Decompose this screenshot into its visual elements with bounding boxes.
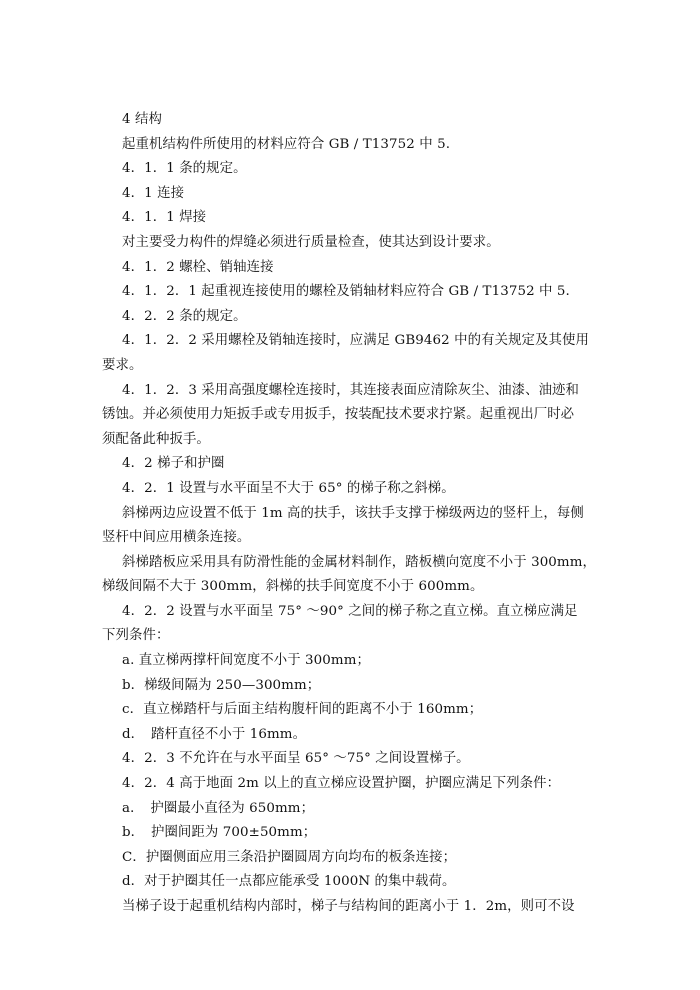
paragraph-line: 4．2．4 高于地面 2m 以上的直立梯应设置护圈，护圈应满足下列条件： [122,776,561,792]
document-body [102,108,602,920]
section-heading-structure: 4 结构 [122,112,162,127]
list-item: c．直立梯踏杆与后面主结构腹杆间的距离不小于 160mm； [122,702,483,718]
paragraph-line: 当梯子设于起重机结构内部时，梯子与结构间的距离小于 1．2m，则可不设 [122,899,575,914]
paragraph-line: 斜梯两边应设置不低于 1m 高的扶手，该扶手支撑于梯级两边的竖杆上，每侧 [122,505,584,521]
paragraph-line: 4．1．2．1 起重视连接使用的螺栓及销轴材料应符合 GB / T13752 中 5. [122,284,570,300]
list-item: d．对于护圈其任一点都应能承受 1000N 的集中载荷。 [122,874,456,890]
list-item: d． 踏杆直径不小于 16mm。 [122,726,307,742]
paragraph-line: 4．2．2 条的规定。 [122,308,247,324]
paragraph-line: 斜梯踏板应采用具有防滑性能的金属材料制作，踏板横向宽度不小于 300mm， [122,554,597,570]
paragraph-line: 下列条件： [102,628,170,644]
list-item: a． 护圈最小直径为 650mm； [122,800,315,816]
section-heading-ladders: 4．2 梯子和护圈 [122,456,225,472]
list-item: b．梯级间隔为 250—300mm； [122,677,321,693]
section-heading-welding: 4．1．1 焊接 [122,210,207,226]
paragraph-line: 4．2．2 设置与水平面呈 75° ～90° 之间的梯子称之直立梯。直立梯应满足 [122,603,578,619]
paragraph-line: 4．1．2．3 采用高强度螺栓连接时，其连接表面应清除灰尘、油漆、油迹和 [122,382,580,398]
paragraph-line: 4．1．2．2 采用螺栓及销轴连接时，应满足 GB9462 中的有关规定及其使用 [122,333,590,349]
paragraph-line: 4．1．1 条的规定。 [122,161,247,177]
paragraph-line: 竖杆中间应用横条连接。 [102,530,251,546]
paragraph-line: 起重机结构件所使用的材料应符合 GB / T13752 中 5. [122,136,451,152]
paragraph-line: 梯级间隔不大于 300mm，斜梯的扶手间宽度不小于 600mm。 [102,579,484,595]
list-item: C．护圈侧面应用三条沿护圈圆周方向均布的板条连接； [122,849,457,865]
paragraph-line: 4．2．1 设置与水平面呈不大于 65° 的梯子称之斜梯。 [122,480,455,496]
paragraph-line: 要求。 [102,357,143,373]
paragraph-line: 对主要受力构件的焊缝必须进行质量检查，使其达到设计要求。 [122,234,500,250]
list-item: a. 直立梯两撑杆间宽度不小于 300mm； [122,653,370,669]
paragraph-line: 须配备此种扳手。 [102,431,210,447]
paragraph-line: 锈蚀。并必须使用力矩扳手或专用扳手，按装配技术要求拧紧。起重视出厂时必 [102,407,575,423]
section-heading-connection: 4．1 连接 [122,185,185,201]
paragraph-line: 4．2．3 不允许在与水平面呈 65° ～75° 之间设置梯子。 [122,751,470,767]
section-heading-bolt-pin: 4．1．2 螺栓、销轴连接 [122,259,274,275]
list-item: b． 护圈间距为 700±50mm； [122,825,317,841]
